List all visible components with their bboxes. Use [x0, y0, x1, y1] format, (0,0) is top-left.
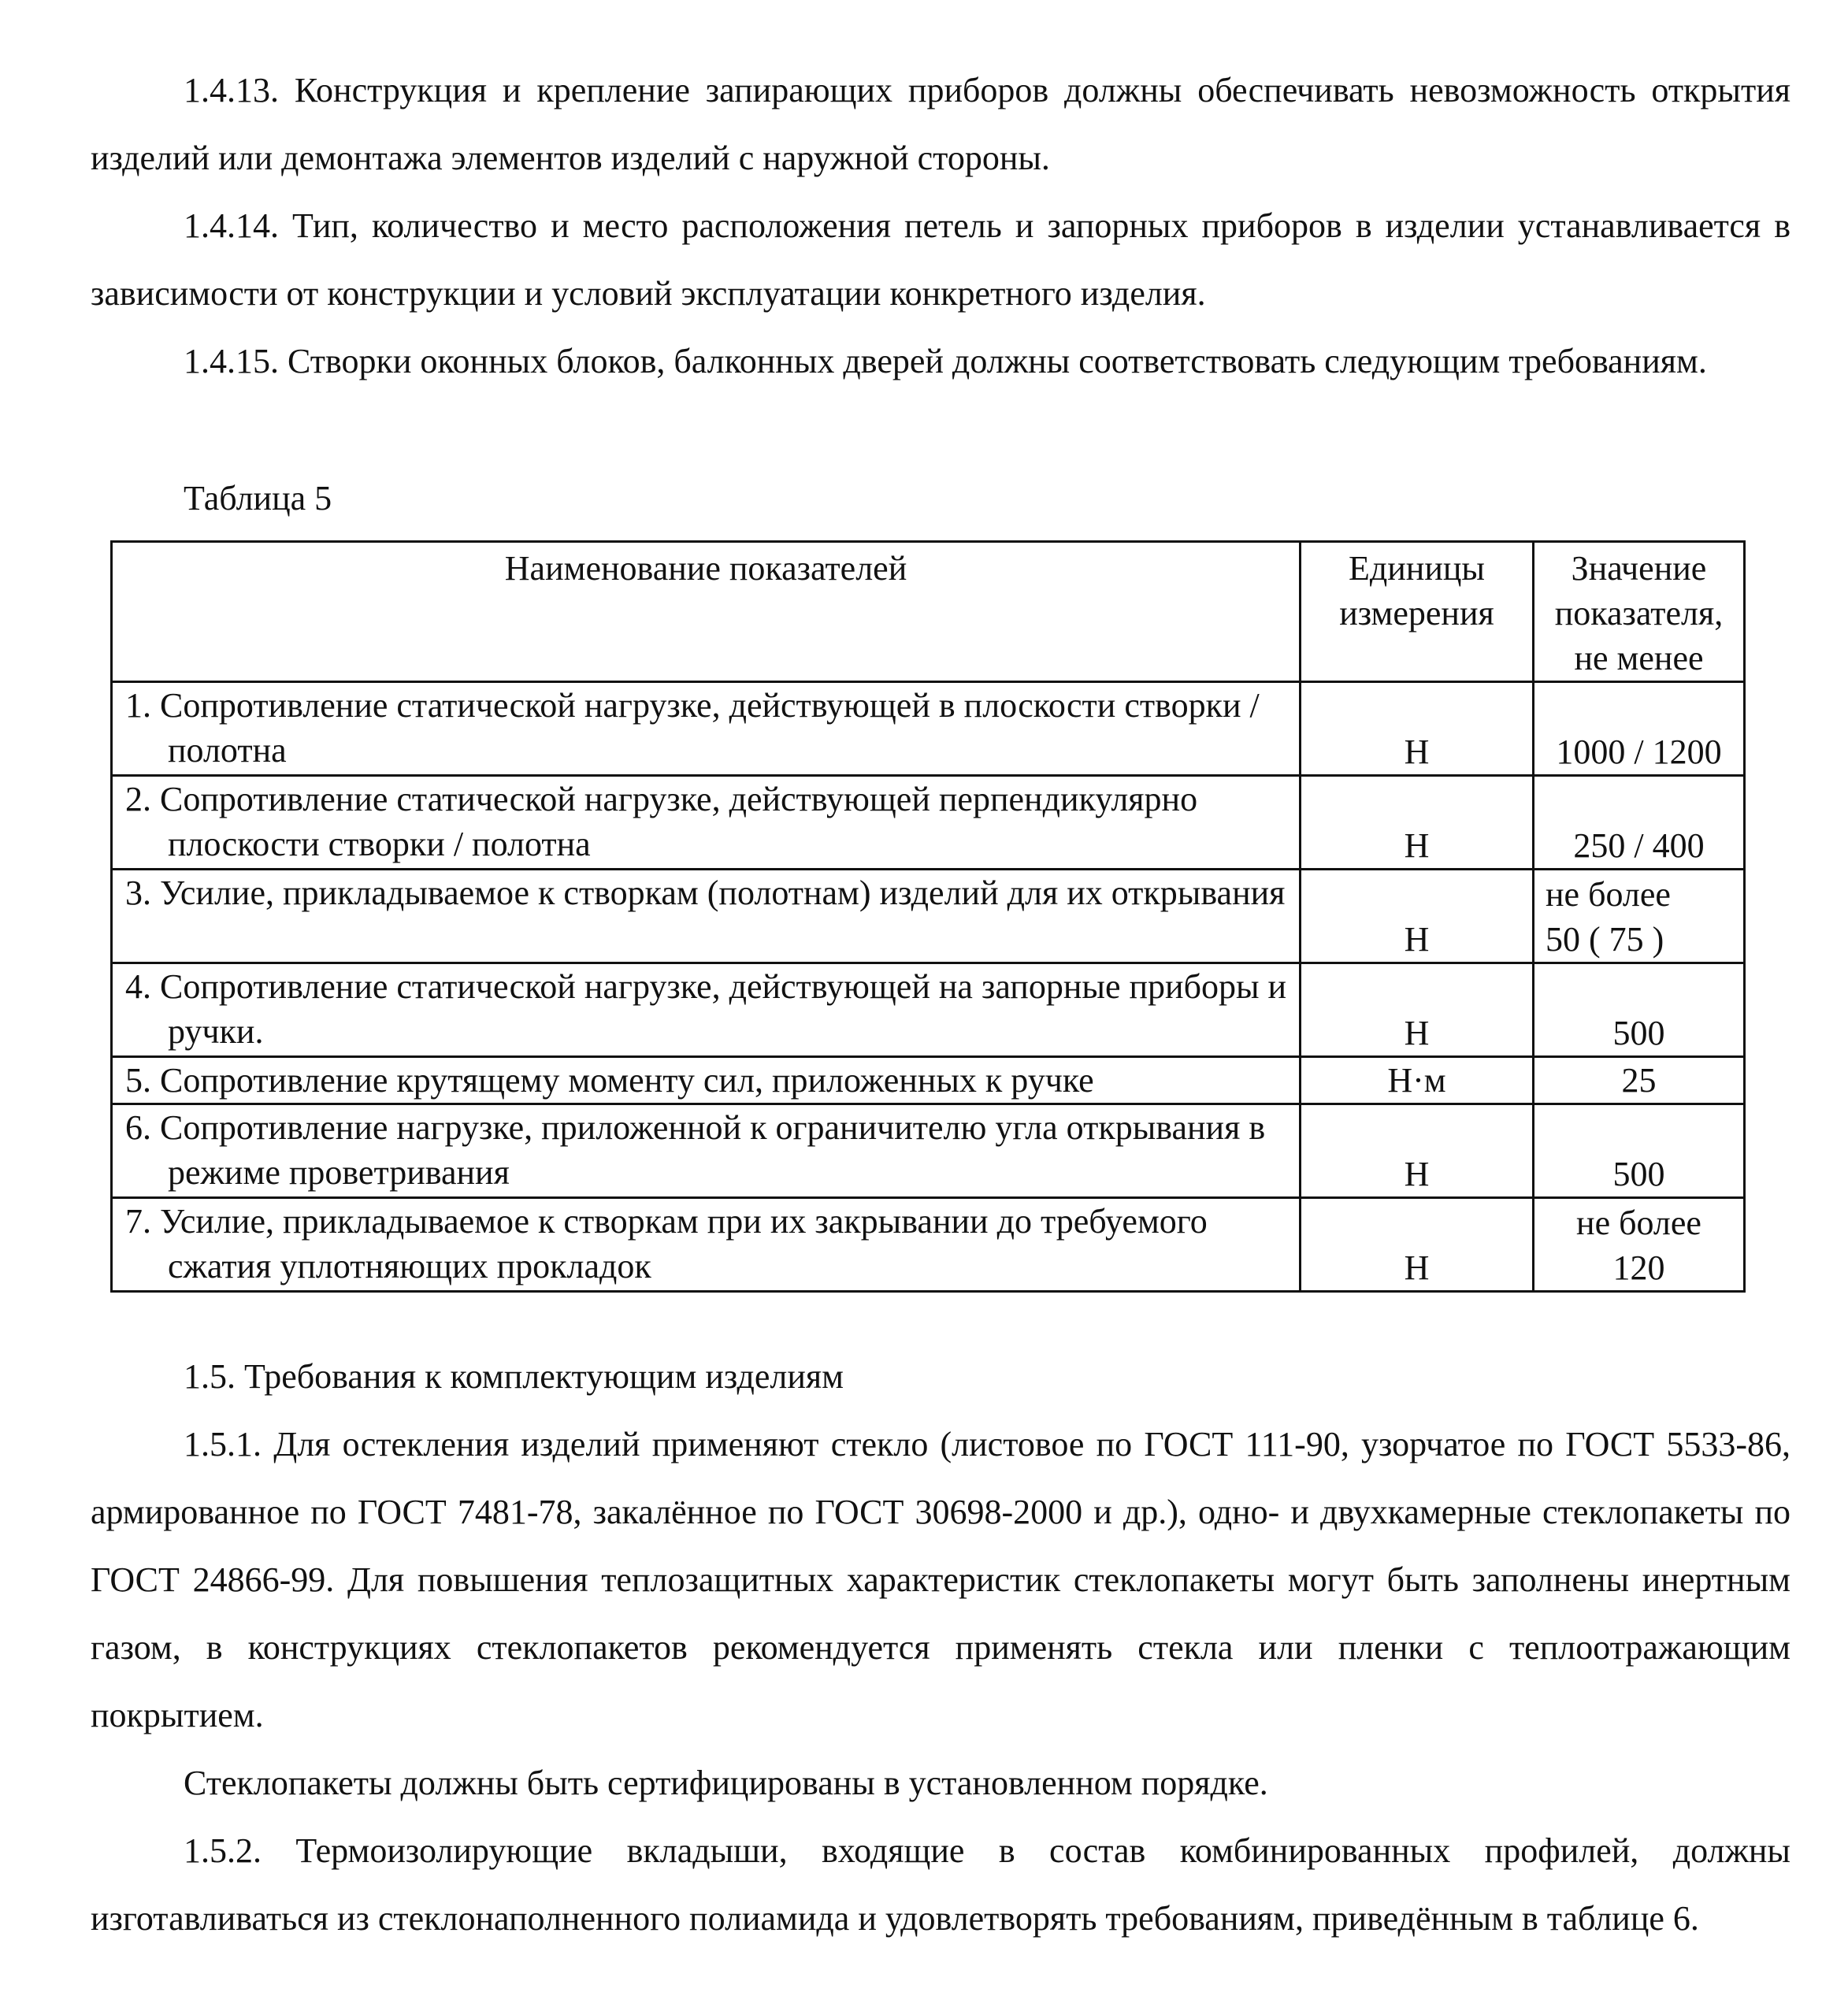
row-value: не более 50 ( 75 ): [1534, 870, 1745, 963]
table-header-row: [112, 542, 1745, 682]
row-unit: Н: [1301, 682, 1534, 776]
row-unit: Н: [1301, 776, 1534, 870]
row-unit: Н: [1301, 1104, 1534, 1198]
row-value: 500: [1534, 1104, 1745, 1198]
paragraph-1-4-13: 1.4.13. Конструкция и крепление запирающих приборов должны обеспечивать невозможность открытия изделий или демонтажа элементов изделий с наружной стороны.: [91, 71, 1790, 177]
row-unit: Н: [1301, 963, 1534, 1057]
row-unit: Н: [1301, 870, 1534, 963]
table-row: [112, 1198, 1745, 1292]
row-indicator-name: 2. Сопротивление статической нагрузке, действующей перпендикулярно плоскости створки / полотна: [112, 776, 1301, 870]
paragraph-1-4-14: 1.4.14. Тип, количество и место расположения петель и запорных приборов в изделии устанавливается в зависимости от конструкции и условий эксплуатации конкретного изделия.: [91, 206, 1790, 313]
row-indicator-name: 5. Сопротивление крутящему моменту сил, приложенных к ручке: [112, 1057, 1301, 1104]
row-indicator-name: 4. Сопротивление статической нагрузке, действующей на запорные приборы и ручки.: [112, 963, 1301, 1057]
table-row: [112, 1104, 1745, 1198]
row-indicator-name: 7. Усилие, прикладываемое к створкам при их закрывании до требуемого сжатия уплотняющих прокладок: [112, 1198, 1301, 1292]
row-indicator-name: 6. Сопротивление нагрузке, приложенной к ограничителю угла открывания в режиме проветривания: [112, 1104, 1301, 1198]
row-unit: Н·м: [1301, 1057, 1534, 1104]
row-indicator-name: 1. Сопротивление статической нагрузке, действующей в плоскости створки / полотна: [112, 682, 1301, 776]
table-row: [112, 1057, 1745, 1104]
table-row: [112, 870, 1745, 963]
section-heading-1-5: 1.5. Требования к комплектующим изделиям: [184, 1357, 844, 1396]
table-row: [112, 963, 1745, 1057]
header-indicator-name: Наименование показателей: [112, 542, 1301, 682]
requirements-table: [110, 540, 1746, 1293]
row-value: 1000 / 1200: [1534, 682, 1745, 776]
row-indicator-name: 3. Усилие, прикладываемое к створкам (полотнам) изделий для их открывания: [112, 870, 1301, 963]
table-row: [112, 682, 1745, 776]
row-value: не более 120: [1534, 1198, 1745, 1292]
header-value: Значение показателя, не менее: [1534, 542, 1745, 682]
row-value: 25: [1534, 1057, 1745, 1104]
row-value: 500: [1534, 963, 1745, 1057]
row-unit: Н: [1301, 1198, 1534, 1292]
paragraph-certification: Стеклопакеты должны быть сертифицированы в установленном порядке.: [184, 1764, 1268, 1802]
paragraph-1-5-2: 1.5.2. Термоизолирующие вкладыши, входящие в состав комбинированных профилей, должны изготавливаться из стеклонаполненного полиамида и удовлетворять требованиям, приведённым в таблице 6.: [91, 1831, 1790, 1938]
table-row: [112, 776, 1745, 870]
paragraph-1-5-1: 1.5.1. Для остекления изделий применяют стекло (листовое по ГОСТ 111-90, узорчатое по ГОСТ 5533-86, армированное по ГОСТ 7481-78, закалённое по ГОСТ 30698-2000 и др.), одно- и двухкамерные стеклопакеты по ГОСТ 24866-99. Для повышения теплозащитных характеристик стеклопакеты могут быть заполнены инертным газом, в конструкциях стеклопакетов рекомендуется применять стекла или пленки с теплоотражающим покрытием.: [91, 1425, 1790, 1734]
row-value: 250 / 400: [1534, 776, 1745, 870]
paragraph-1-4-15: 1.4.15. Створки оконных блоков, балконных дверей должны соответствовать следующим требованиям.: [184, 342, 1707, 380]
header-unit: Единицы измерения: [1301, 542, 1534, 682]
table-caption: Таблица 5: [184, 479, 332, 518]
